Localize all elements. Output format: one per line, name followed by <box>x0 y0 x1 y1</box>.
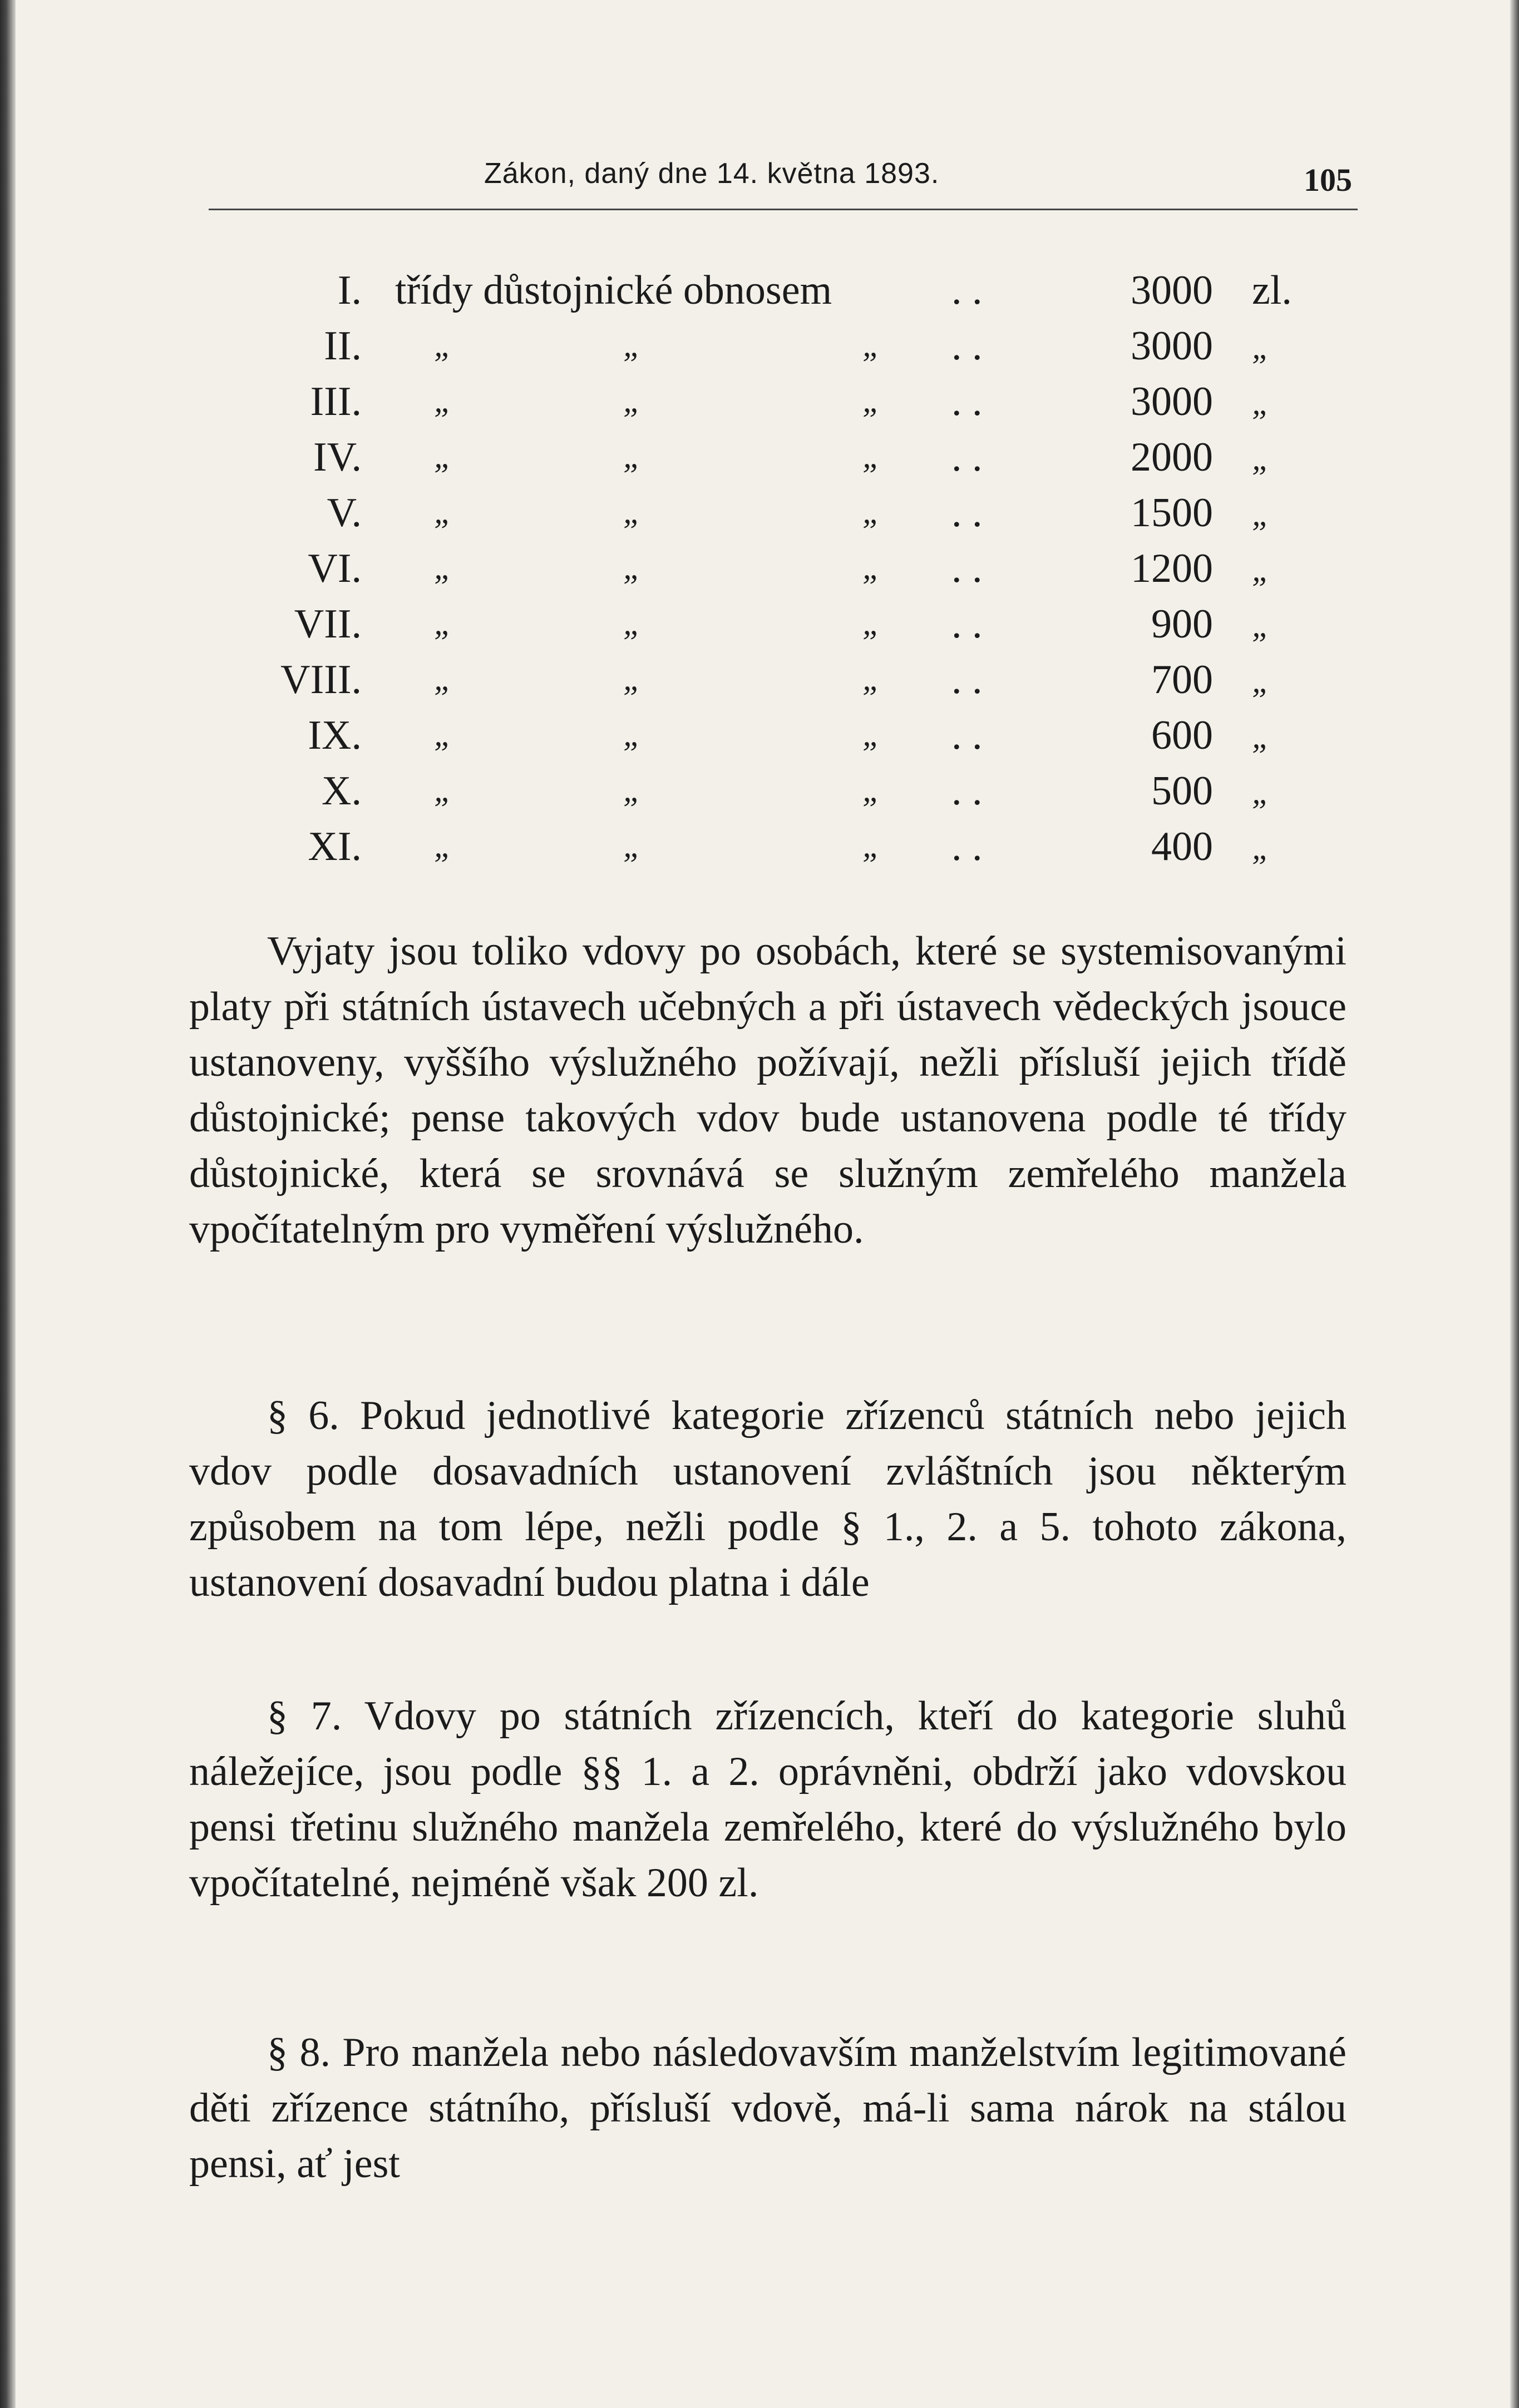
ditto-mark: „ <box>623 605 642 641</box>
paragraph-text: Vyjaty jsou toliko vdovy po osobách, které se systemisovanými platy při státních ústavech učebných a při ústavech vědeckých jsouce ustanoveny, vyššího výslužného požívají, nežli přísluší jejich třídě důstojnické; pense takových vdov bude ustanovena podle té třídy důstojnické, která se srovnává se služným zemřelého manžela vpočítatelným pro vyměření výslužného. <box>189 928 1347 1252</box>
leader-dots: . . <box>951 434 983 480</box>
ditto-mark: „ <box>862 382 881 419</box>
class-numeral: VI. <box>308 546 362 591</box>
ditto-mark: „ <box>623 716 642 753</box>
ditto-mark: „ <box>623 827 642 864</box>
class-numeral: III. <box>310 379 362 424</box>
pension-amount: 400 <box>1151 824 1213 869</box>
paragraph-text: § 8. Pro manžela nebo následovavším manželstvím legitimované děti zřízence státního, přísluší vdově, má-li sama nárok na stálou pensi, ať jest <box>189 2030 1347 2187</box>
paragraph-text: § 6. Pokud jednotlivé kategorie zřízenců státních nebo jejich vdov podle dosavadních ustanovení zvláštních jsou některým způsobem na tom lépe, nežli podle § 1., 2. a 5. tohoto zákona, ustanovení dosavadní budou platna i dále <box>189 1393 1347 1605</box>
class-numeral: VIII. <box>280 657 362 703</box>
class-numeral: X. <box>322 768 362 814</box>
class-numeral: IV. <box>313 434 362 480</box>
paragraph-section-6 <box>189 1388 1347 1610</box>
ditto-mark: „ <box>623 772 642 808</box>
table-row <box>184 712 1358 768</box>
pension-amount: 2000 <box>1131 434 1213 480</box>
class-numeral: I. <box>337 268 362 313</box>
class-label: třídy důstojnické obnosem <box>395 268 832 313</box>
running-title: Zákon, daný dne 14. května 1893. <box>484 157 940 190</box>
ditto-mark: „ <box>434 827 453 864</box>
header-rule <box>209 209 1358 210</box>
pension-amount: 700 <box>1151 657 1213 703</box>
ditto-mark: „ <box>862 827 881 864</box>
leader-dots: . . <box>951 268 983 313</box>
table-row <box>184 601 1358 656</box>
leader-dots: . . <box>951 379 983 424</box>
ditto-mark: „ <box>623 549 642 586</box>
ditto-mark: „ <box>623 660 642 697</box>
currency-unit: „ <box>1252 496 1271 532</box>
leader-dots: . . <box>951 768 983 814</box>
currency-unit: „ <box>1252 829 1271 866</box>
pension-amount: 3000 <box>1131 268 1213 313</box>
ditto-mark: „ <box>862 772 881 808</box>
table-row <box>184 656 1358 712</box>
ditto-mark: „ <box>862 605 881 641</box>
leader-dots: . . <box>951 824 983 869</box>
pension-table <box>184 267 1358 879</box>
ditto-mark: „ <box>434 438 453 474</box>
currency-unit: „ <box>1252 384 1271 421</box>
ditto-mark: „ <box>623 327 642 363</box>
pension-amount: 1200 <box>1131 546 1213 591</box>
pension-amount: 3000 <box>1131 323 1213 369</box>
currency-unit: „ <box>1252 607 1271 644</box>
paragraph-exceptions <box>189 923 1347 1257</box>
leader-dots: . . <box>951 657 983 703</box>
page-edge-shadow <box>1510 0 1519 2408</box>
currency-unit: „ <box>1252 551 1271 588</box>
pension-amount: 1500 <box>1131 490 1213 536</box>
table-row <box>184 768 1358 823</box>
paragraph-section-8 <box>189 2025 1347 2192</box>
pension-amount: 900 <box>1151 601 1213 647</box>
ditto-mark: „ <box>434 327 453 363</box>
currency-unit: zl. <box>1252 268 1292 313</box>
ditto-mark: „ <box>862 327 881 363</box>
ditto-mark: „ <box>434 772 453 808</box>
ditto-mark: „ <box>434 660 453 697</box>
paragraph-section-7 <box>189 1688 1347 1911</box>
ditto-mark: „ <box>434 549 453 586</box>
table-row <box>184 323 1358 378</box>
table-row <box>184 434 1358 489</box>
page-header <box>195 157 1358 212</box>
table-row <box>184 823 1358 879</box>
ditto-mark: „ <box>862 493 881 530</box>
leader-dots: . . <box>951 601 983 647</box>
pension-amount: 3000 <box>1131 379 1213 424</box>
leader-dots: . . <box>951 713 983 758</box>
class-numeral: XI. <box>308 824 362 869</box>
table-row <box>184 267 1358 323</box>
book-binding-edge <box>0 0 16 2408</box>
ditto-mark: „ <box>623 438 642 474</box>
ditto-mark: „ <box>434 605 453 641</box>
pension-amount: 500 <box>1151 768 1213 814</box>
table-row <box>184 545 1358 601</box>
ditto-mark: „ <box>434 382 453 419</box>
ditto-mark: „ <box>623 493 642 530</box>
class-numeral: IX. <box>308 713 362 758</box>
ditto-mark: „ <box>434 493 453 530</box>
page-number: 105 <box>1304 162 1352 198</box>
class-numeral: II. <box>324 323 362 369</box>
pension-amount: 600 <box>1151 713 1213 758</box>
class-numeral: V. <box>327 490 362 536</box>
leader-dots: . . <box>951 323 983 369</box>
currency-unit: „ <box>1252 662 1271 699</box>
leader-dots: . . <box>951 490 983 536</box>
currency-unit: „ <box>1252 440 1271 477</box>
table-row <box>184 489 1358 545</box>
ditto-mark: „ <box>862 438 881 474</box>
currency-unit: „ <box>1252 774 1271 810</box>
currency-unit: „ <box>1252 718 1271 755</box>
ditto-mark: „ <box>623 382 642 419</box>
paragraph-text: § 7. Vdovy po státních zřízencích, kteří do kategorie sluhů náležejíce, jsou podle §§ 1. a 2. oprávněni, obdrží jako vdovskou pensi třetinu služného manžela zemřelého, které do výslužného bylo vpočítatelné, nejméně však 200 zl. <box>189 1693 1347 1906</box>
ditto-mark: „ <box>434 716 453 753</box>
ditto-mark: „ <box>862 660 881 697</box>
table-row <box>184 378 1358 434</box>
leader-dots: . . <box>951 546 983 591</box>
class-numeral: VII. <box>294 601 362 647</box>
ditto-mark: „ <box>862 549 881 586</box>
ditto-mark: „ <box>862 716 881 753</box>
currency-unit: „ <box>1252 329 1271 365</box>
